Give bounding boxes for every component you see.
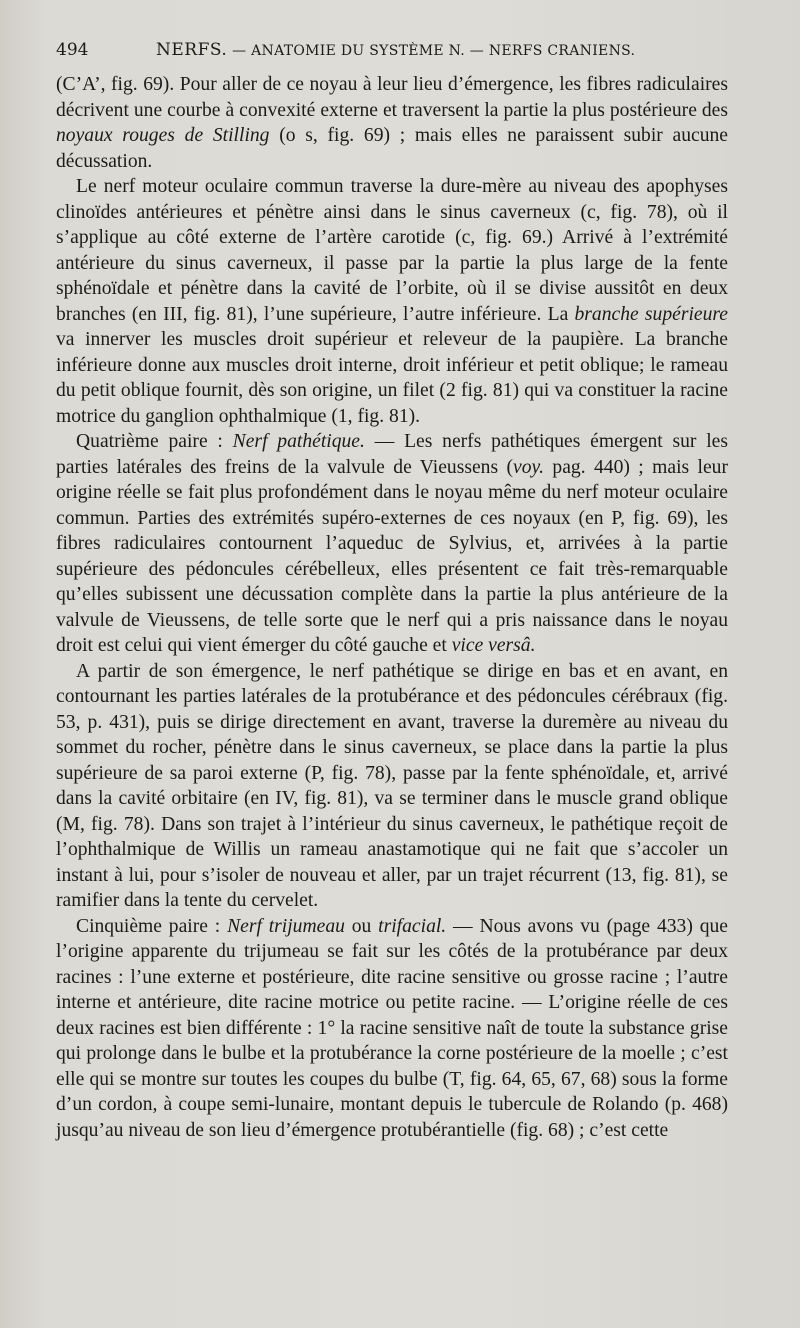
running-title-main: NERFS. (156, 40, 228, 60)
text-run: pag. 440) ; mais leur origine réelle se fait plus profondément dans le noyau même du nerf moteur oculaire commun. Parties des extrémités supéro-externes de ces noyaux (en P, fig. 69), les fibres radiculaires contournent l’aqueduc de Sylvius, et, arrivées à la partie supérieure des pédoncules cérébelleux, elles présentent ce fait très-remarquable qu’elles subissent une décussation complète dans la partie la plus antérieure de la valvule de Vieussens, de telle sorte que le nerf qui a pris naissance dans le noyau droit est celui qui vient émerger du côté gauche et (56, 456, 729, 656)
text-run: — Nous avons vu (page 433) que l’origine apparente du trijumeau se fait sur les côtés de la protubérance par deux racines : l’une externe et postérieure, dite racine sensitive ou grosse racine ; l’autre interne et antérieure, dite racine motrice ou petite racine. — L’origine réelle de ces deux racines est bien différente : 1° la racine sensitive naît de toute la substance grise qui prolonge dans le bulbe et la protubérance la corne postérieure de la moelle ; c’est elle qui se montre sur toutes les coupes du bulbe (T, fig. 64, 65, 67, 68) sous la forme d’un cordon, à coupe semi-lunaire, montant depuis le tubercule de Rolando (p. 468) jusqu’au niveau de son lieu d’émergence protubérantielle (fig. 68) ; c’est cette (56, 915, 728, 1141)
text-run: A partir de son émergence, le nerf pathétique se dirige en bas et en avant, en contournant les parties latérales de la protubérance et des pédoncules cérébraux (fig. 53, p. 431), puis se dirige directement en avant, traverse la duremère au niveau du sommet du rocher, pénètre dans le sinus caverneux, se place dans la partie la plus supérieure de sa paroi externe (P, fig. 78), passe par la fente sphénoïdale, et, arrivé dans la cavité orbitaire (en IV, fig. 81), va se terminer dans le muscle grand oblique (M, fig. 78). Dans son trajet à l’intérieur du sinus caverneux, le pathétique reçoit de l’ophthalmique de Willis un rameau anastamotique qui ne fait que s’accoler un instant à lui, pour s’isoler de nouveau et aller, par un trajet récurrent (13, fig. 81), se ramifier dans la tente du cervelet. (56, 660, 728, 911)
text-run: Cinquième paire : (76, 915, 228, 937)
running-header (56, 40, 736, 70)
text-run: (o s, fig. 69) ; mais elles ne paraissent subir aucune décussation. (56, 125, 728, 172)
text-run: Le nerf moteur oculaire commun traverse la dure-mère au niveau des apophyses clinoïdes antérieures et pénètre ainsi dans le sinus caverneux (c, fig. 78), où il s’applique au côté externe de l’artère carotide (c, fig. 69.) Arrivé à l’extrémité antérieure du sinus caverneux, il passe par la partie la plus large de la fente sphénoïdale et pénètre dans la cavité de l’orbite, où il se divise aussitôt en deux branches (en III, fig. 81), l’une supérieure, l’autre inférieure. La (56, 176, 728, 325)
italic-text: voy. (513, 456, 545, 478)
page-number: 494 (56, 40, 89, 60)
body-text (56, 72, 728, 1143)
text-run: Quatrième paire : (76, 431, 233, 452)
paragraph (56, 659, 728, 914)
paragraph (56, 174, 728, 429)
paragraph (56, 72, 728, 174)
text-run: — Les nerfs pathétiques émergent sur les parties latérales des freins de la valvule de Vieussens ( (56, 431, 728, 478)
paragraph (56, 914, 728, 1144)
text-run: ou (344, 915, 379, 937)
text-run: (C’A’, fig. 69). Pour aller de ce noyau à leur lieu d’émergence, les fibres radiculaires décrivent une courbe à convexité externe et traversent la partie la plus postérieure des (56, 74, 728, 121)
italic-text: vice versâ. (451, 635, 536, 656)
italic-text: Nerf trijumeau (227, 915, 345, 937)
italic-text: Nerf pathétique. (232, 431, 365, 452)
italic-text: trifacial. (378, 915, 447, 937)
running-title (156, 40, 635, 60)
text-run: va innerver les muscles droit supérieur et releveur de la paupière. La branche inférieure donne aux muscles droit interne, droit inférieur et petit oblique; le rameau du petit oblique fournit, dès son origine, un filet (2 fig. 81) qui va constituer la racine motrice du ganglion ophthalmique (1, fig. 81). (56, 329, 728, 427)
italic-text: branche supérieure (574, 303, 728, 325)
italic-text: noyaux rouges de Stilling (56, 125, 270, 146)
running-title-rest: — ANATOMIE DU SYSTÈME N. — NERFS CRANIENS. (227, 43, 636, 59)
paragraph (56, 429, 728, 659)
